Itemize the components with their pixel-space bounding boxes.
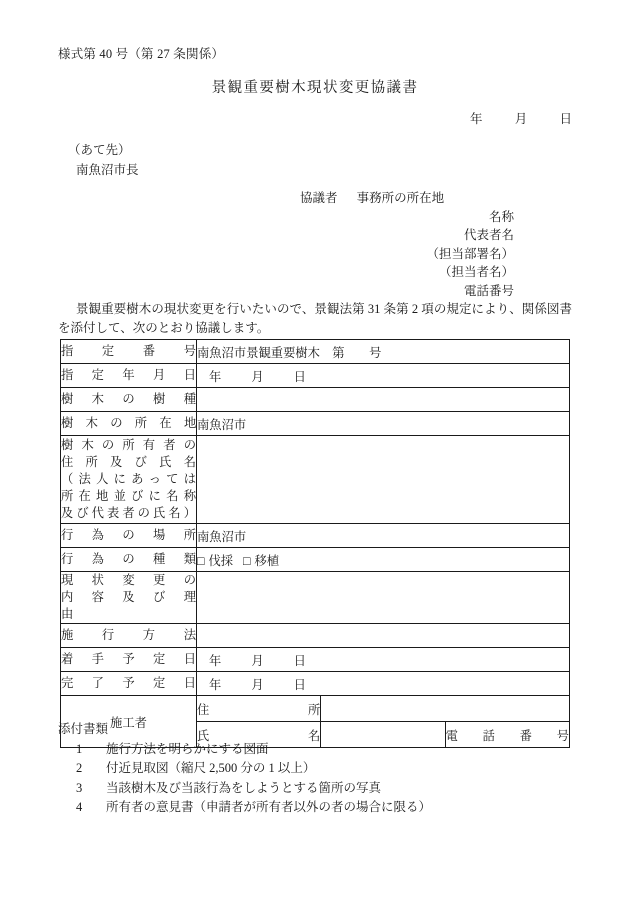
list-item	[58, 740, 431, 760]
checkbox-transplant-label: 移植	[254, 553, 280, 568]
attachment-number: 4	[76, 800, 83, 814]
table-row	[61, 388, 570, 412]
row-label-start-date: 着 手 予 定 日	[61, 648, 197, 672]
row-value-tree-location[interactable]: 南魚沼市	[197, 412, 570, 436]
addressee-label: （あて先）	[68, 143, 131, 157]
date-month: 月	[514, 112, 528, 126]
applicant-block	[300, 189, 560, 300]
table-row	[61, 436, 570, 524]
row-label-tree-location: 樹 木 の 所 在 地	[61, 412, 197, 436]
attachment-text: 当該樹木及び当該行為をしようとする箇所の写真	[106, 780, 382, 795]
date-day: 日	[559, 112, 572, 126]
change-label-line-1: 現 状 変 更 の	[61, 573, 196, 587]
date-year: 年	[469, 112, 483, 126]
row-label-execution-method: 施 行 方 法	[61, 624, 197, 648]
row-value-designation-number[interactable]: 南魚沼市景観重要樹木 第 号	[197, 340, 570, 364]
attachment-number: 3	[76, 780, 83, 795]
applicant-row-office	[300, 189, 560, 208]
attachments-title: 添付書類	[58, 722, 109, 736]
applicant-role-label: 協議者	[300, 191, 338, 205]
ymd-day: 日	[293, 653, 306, 668]
form-number: 様式第 40 号（第 27 条関係）	[58, 47, 225, 61]
row-value-tree-species[interactable]	[197, 388, 570, 412]
attachment-text: 施行方法を明らかにする図面	[106, 741, 269, 756]
table-row	[61, 364, 570, 388]
row-label-designation-number: 指 定 番 号	[61, 340, 197, 364]
ymd-month: 月	[251, 677, 264, 692]
row-value-contractor-address[interactable]	[321, 696, 570, 722]
row-label-act-place: 行 為 の 場 所	[61, 524, 197, 548]
owner-label-line-4: 所在地並びに名称	[61, 489, 196, 503]
attachment-number: 2	[76, 761, 83, 775]
ymd-group	[197, 678, 306, 692]
row-value-owner-address-name[interactable]	[197, 436, 570, 524]
applicant-row-representative: 代表者名	[463, 228, 514, 242]
row-value-execution-method[interactable]	[197, 624, 570, 648]
document-title: 景観重要樹木現状変更協議書	[211, 80, 419, 96]
owner-label-line-5: 及び代表者の氏名）	[61, 506, 196, 520]
row-value-start-date[interactable]	[197, 648, 570, 672]
table-row	[61, 624, 570, 648]
table-row	[61, 412, 570, 436]
row-label-contractor-address: 住 所	[197, 696, 321, 722]
ymd-day: 日	[293, 369, 306, 384]
owner-label-line-1: 樹木の所有者の	[61, 438, 196, 452]
row-label-completion-date: 完 了 予 定 日	[61, 672, 197, 696]
row-value-act-type	[197, 548, 570, 572]
attachment-text: 付近見取図（縮尺 2,500 分の 1 以上）	[106, 761, 316, 775]
applicant-row-contact-person: （担当者名）	[438, 265, 514, 279]
table-row	[61, 572, 570, 624]
ymd-group	[197, 654, 306, 668]
date-line	[470, 109, 572, 127]
row-value-designation-date[interactable]	[197, 364, 570, 388]
owner-label-line-3: （法人にあっては	[61, 472, 196, 486]
row-label-contractor: 施工者	[61, 696, 197, 748]
row-label-act-type: 行 為 の 種 類	[61, 548, 197, 572]
attachment-number: 1	[76, 741, 83, 756]
ymd-year: 年	[209, 369, 222, 384]
checkbox-felling-label: 伐採	[208, 553, 234, 568]
table-row	[61, 672, 570, 696]
ymd-year: 年	[209, 677, 222, 692]
ymd-day: 日	[293, 677, 306, 692]
row-label-tree-species: 樹 木 の 樹 種	[61, 388, 197, 412]
change-label-line-2: 内 容 及 び 理 由	[61, 590, 209, 621]
row-label-contractor-tel: 電 話 番 号	[445, 722, 569, 748]
table-row	[61, 340, 570, 364]
applicant-row-department: （担当部署名）	[426, 246, 514, 261]
table-row	[61, 648, 570, 672]
addressee-name: 南魚沼市長	[76, 163, 139, 177]
applicant-row-name: 名称	[488, 209, 514, 224]
row-value-completion-date[interactable]	[197, 672, 570, 696]
table-row	[61, 524, 570, 548]
checkbox-felling[interactable]: □	[197, 553, 205, 568]
row-label-change-content-reason	[61, 572, 209, 624]
application-table	[60, 339, 570, 748]
row-label-owner-address-name	[61, 436, 197, 524]
ymd-month: 月	[251, 369, 264, 384]
list-item	[58, 798, 431, 818]
row-label-contractor-name: 氏 名	[197, 722, 321, 748]
table-row	[61, 696, 570, 722]
applicant-row-phone: 電話番号	[463, 283, 514, 298]
row-value-act-place[interactable]: 南魚沼市	[197, 524, 570, 548]
attachments-block	[58, 720, 431, 818]
ymd-month: 月	[251, 653, 264, 668]
applicant-office-address: 事務所の所在地	[356, 191, 445, 205]
ymd-year: 年	[209, 653, 222, 668]
row-label-designation-date: 指 定 年 月 日	[61, 364, 197, 388]
owner-label-line-2: 住所及び氏名	[61, 455, 196, 469]
table-row	[61, 548, 570, 572]
body-paragraph-text: 景観重要樹木の現状変更を行いたいので、景観法第 31 条第 2 項の規定により、関係図書を添付して、次のとおり協議します。	[58, 302, 572, 335]
row-value-change-content-reason[interactable]	[197, 572, 570, 624]
checkbox-transplant[interactable]: □	[243, 553, 251, 568]
ymd-group	[197, 370, 306, 384]
body-paragraph	[58, 300, 572, 338]
list-item	[58, 759, 431, 779]
attachment-text: 所有者の意見書（申請者が所有者以外の者の場合に限る）	[106, 800, 432, 814]
list-item	[58, 779, 431, 799]
addressee-block	[68, 140, 139, 180]
